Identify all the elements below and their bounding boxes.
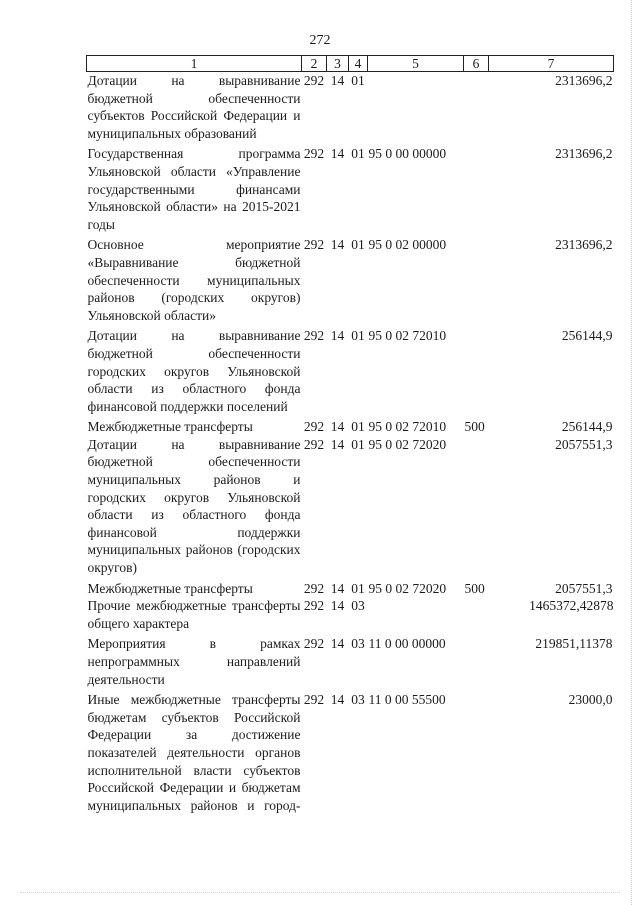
row-name: Межбюджетные трансферты (87, 419, 253, 435)
column-header-5: 5 (368, 56, 464, 72)
row-code-3: 14 (330, 328, 345, 344)
row-code-5: 95 0 00 00000 (368, 146, 447, 162)
table-row (87, 415, 614, 436)
row-code-5: 11 0 00 00000 (368, 636, 446, 652)
row-code-4: 01 (351, 419, 365, 435)
row-amount: 2313696,2 (555, 146, 613, 162)
budget-table (86, 55, 614, 814)
row-code-5: 95 0 02 72020 (368, 436, 447, 452)
row-code-2: 292 (303, 419, 325, 435)
row-code-2: 292 (303, 237, 325, 253)
row-code-3: 14 (330, 598, 345, 614)
row-name: Дотации на выравнивание бюджетной обеспеченности городских округов Ульяновской области из областного фонда финансовой поддержки поселений (87, 328, 301, 414)
row-name: Основное мероприятие «Выравнивание бюджетной обеспеченности муниципальных районов (городских округов) Ульяновской области» (87, 237, 301, 323)
row-code-6: 500 (464, 419, 485, 435)
column-header-7: 7 (489, 56, 614, 72)
row-code-2: 292 (303, 580, 325, 596)
row-code-3: 14 (330, 146, 345, 162)
row-code-5: 95 0 02 00000 (368, 237, 447, 253)
row-code-3: 14 (330, 73, 345, 88)
row-amount: 219851,11378 (535, 636, 613, 652)
table-row (87, 324, 614, 415)
row-name: Дотации на выравнивание бюджетной обеспеченности муниципальных районов и городских округов Ульяновской области из областного фонда финансовой поддержки муниципальных районов (городских округов) (87, 436, 301, 576)
row-code-5 (368, 597, 464, 632)
column-header-3: 3 (327, 56, 349, 72)
row-code-5 (368, 72, 464, 143)
row-code-3: 14 (330, 436, 345, 452)
row-code-4: 01 (351, 436, 365, 452)
table-row (87, 436, 614, 577)
row-code-2: 292 (303, 328, 325, 344)
row-code-5: 95 0 02 72010 (368, 419, 447, 435)
row-code-4: 01 (351, 237, 365, 253)
page-edge-line (630, 0, 632, 905)
row-code-2: 292 (303, 636, 325, 652)
page-number: 272 (309, 33, 331, 48)
row-name: Иные межбюджетные трансферты бюджетам субъектов Российской Федерации за достижение показателей деятельности органов исполнительной власти субъектов Российской Федерации и бюджетам муниципальных районов и город- (87, 692, 301, 813)
column-header-4: 4 (349, 56, 368, 72)
row-amount: 2313696,2 (555, 237, 613, 253)
row-code-6 (464, 324, 489, 415)
row-amount: 2057551,3 (555, 580, 613, 596)
row-code-2: 292 (303, 598, 325, 614)
row-code-4: 01 (351, 73, 365, 88)
table-row (87, 632, 614, 688)
table-row (87, 577, 614, 598)
row-name: Прочие межбюджетные трансферты общего характера (87, 598, 301, 631)
column-header-1: 1 (87, 56, 302, 72)
row-code-3: 14 (330, 692, 345, 708)
row-amount: 2313696,2 (555, 73, 613, 88)
column-header-6: 6 (464, 56, 489, 72)
row-amount: 1465372,42878 (529, 598, 614, 614)
row-code-6 (464, 632, 489, 688)
table-row (87, 142, 614, 233)
table-header-row (87, 56, 614, 72)
row-code-6 (464, 142, 489, 233)
table-row (87, 72, 614, 143)
row-code-6 (464, 688, 489, 814)
row-code-4: 01 (351, 580, 365, 596)
row-amount: 23000,0 (568, 692, 613, 708)
row-code-5: 11 0 00 55500 (368, 692, 446, 708)
row-name: Межбюджетные трансферты (87, 580, 253, 596)
row-code-6 (464, 436, 489, 577)
row-amount: 256144,9 (561, 419, 613, 435)
table-row (87, 233, 614, 324)
row-code-4: 01 (351, 328, 365, 344)
column-header-2: 2 (302, 56, 327, 72)
row-code-4: 01 (351, 146, 365, 162)
page-bottom-line (20, 891, 620, 893)
row-code-6 (464, 597, 489, 632)
row-name: Государственная программа Ульяновской области «Управление государственными финансами Ульяновской области» на 2015-2021 годы (87, 146, 301, 232)
row-code-3: 14 (330, 237, 345, 253)
row-code-6 (464, 233, 489, 324)
row-code-6 (464, 72, 489, 143)
row-code-2: 292 (303, 436, 325, 452)
row-code-5: 95 0 02 72020 (368, 580, 447, 596)
row-code-4: 03 (351, 636, 365, 652)
row-code-4: 03 (351, 598, 365, 614)
row-amount: 2057551,3 (555, 436, 613, 452)
row-code-4: 03 (351, 692, 365, 708)
row-code-2: 292 (303, 146, 325, 162)
row-code-5: 95 0 02 72010 (368, 328, 447, 344)
row-code-3: 14 (330, 419, 345, 435)
row-code-6: 500 (464, 580, 485, 596)
table-row (87, 597, 614, 632)
row-name: Дотации на выравнивание бюджетной обеспеченности субъектов Российской Федерации и муниципальных образований (87, 73, 301, 141)
row-amount: 256144,9 (561, 328, 613, 344)
row-code-2: 292 (303, 692, 325, 708)
row-code-3: 14 (330, 636, 345, 652)
table-row (87, 688, 614, 814)
row-code-3: 14 (330, 580, 345, 596)
row-code-2: 292 (303, 73, 325, 88)
row-name: Мероприятия в рамках непрограммных направлений деятельности (87, 636, 301, 687)
